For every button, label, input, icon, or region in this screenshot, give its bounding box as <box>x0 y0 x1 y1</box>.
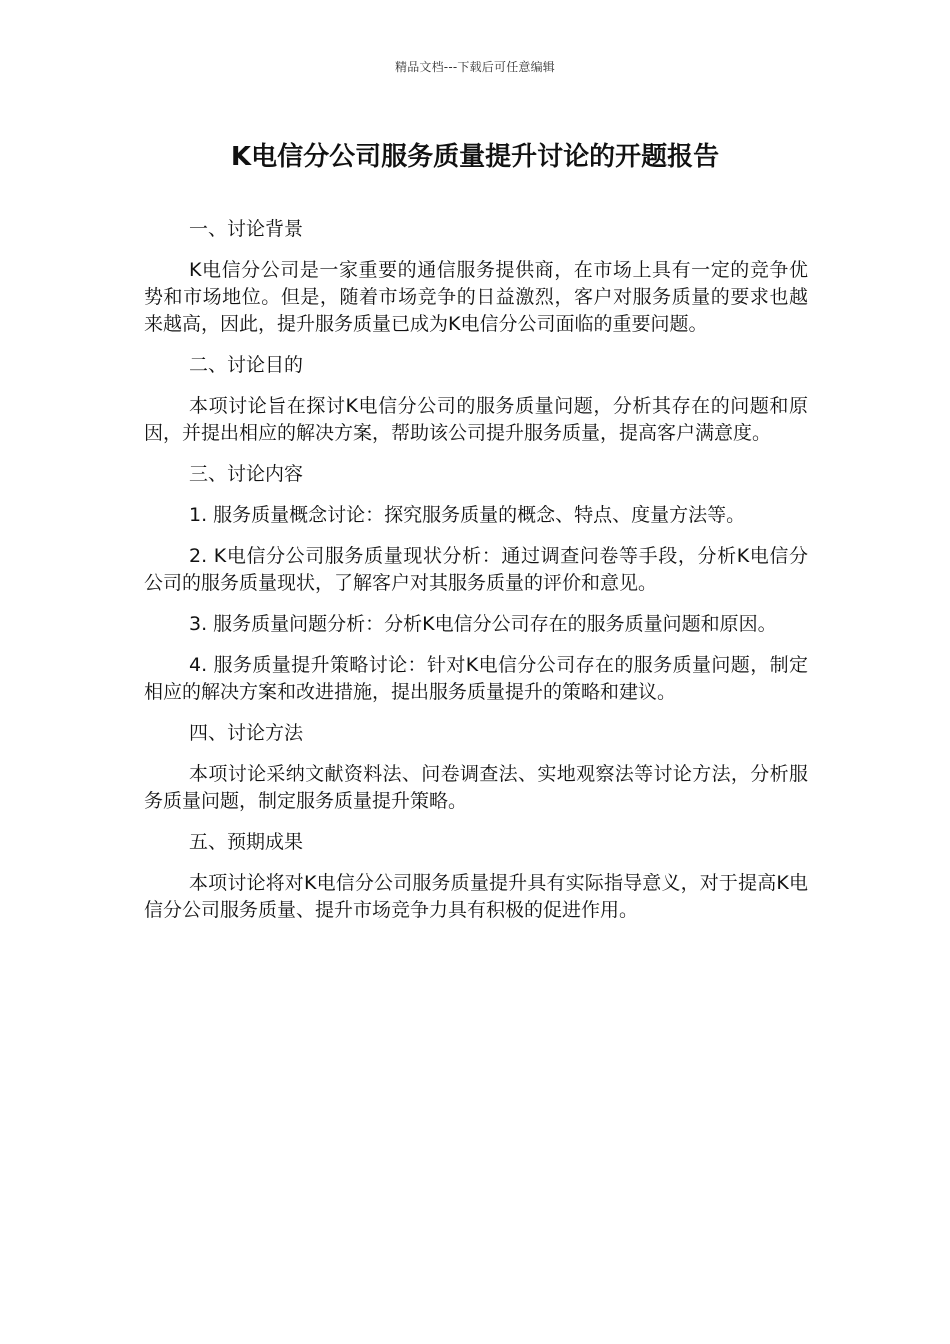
section-heading-content: 三、讨论内容 <box>189 463 304 485</box>
document-body <box>144 216 808 938</box>
section-heading-purpose: 二、讨论目的 <box>189 354 304 376</box>
list-item: 3. 服务质量问题分析：分析K电信分公司存在的服务质量问题和原因。 <box>189 613 777 635</box>
paragraph: 本项讨论旨在探讨K电信分公司的服务质量问题，分析其存在的问题和原因，并提出相应的解决方案，帮助该公司提升服务质量，提高客户满意度。 <box>144 395 808 444</box>
paragraph: 本项讨论将对K电信分公司服务质量提升具有实际指导意义，对于提高K电信分公司服务质量、提升市场竞争力具有积极的促进作用。 <box>144 872 808 921</box>
section-heading-background: 一、讨论背景 <box>189 218 304 240</box>
section-heading-results: 五、预期成果 <box>189 831 304 853</box>
header-note: 精品文档---下载后可任意编辑 <box>395 60 555 74</box>
document-title: K电信分公司服务质量提升讨论的开题报告 <box>230 142 720 172</box>
section-heading-method: 四、讨论方法 <box>189 722 304 744</box>
paragraph: 本项讨论采纳文献资料法、问卷调查法、实地观察法等讨论方法，分析服务质量问题，制定服务质量提升策略。 <box>144 763 808 812</box>
list-item: 4. 服务质量提升策略讨论：针对K电信分公司存在的服务质量问题，制定相应的解决方案和改进措施，提出服务质量提升的策略和建议。 <box>144 654 808 703</box>
list-item: 1. 服务质量概念讨论：探究服务质量的概念、特点、度量方法等。 <box>189 504 746 526</box>
paragraph: K电信分公司是一家重要的通信服务提供商，在市场上具有一定的竞争优势和市场地位。但是，随着市场竞争的日益激烈，客户对服务质量的要求也越来越高，因此，提升服务质量已成为K电信分公司面临的重要问题。 <box>144 259 808 335</box>
list-item: 2. K电信分公司服务质量现状分析：通过调查问卷等手段，分析K电信分公司的服务质量现状，了解客户对其服务质量的评价和意见。 <box>144 545 808 594</box>
